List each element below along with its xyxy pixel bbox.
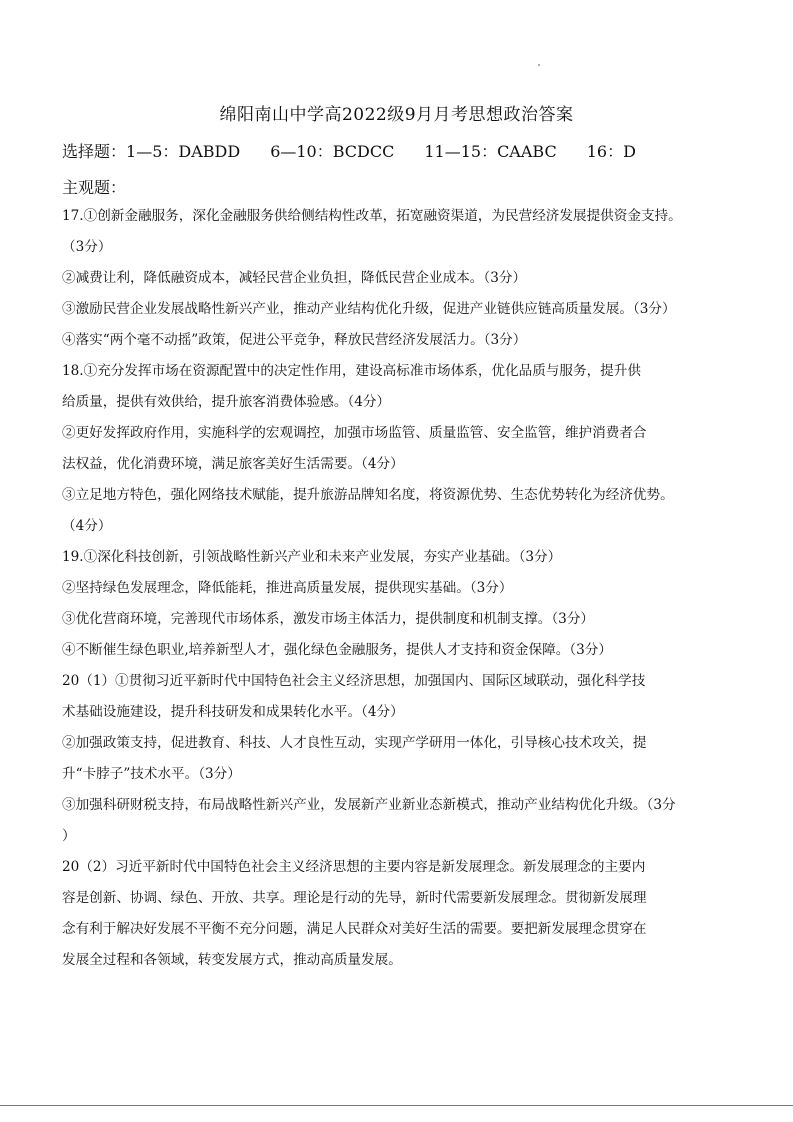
answer-line: ③优化营商环境，完善现代市场体系，激发市场主体活力，提供制度和机制支撑。（3分） xyxy=(62,611,595,627)
choice-group-1: 1—5：DABDD xyxy=(126,142,241,161)
answer-line: ②坚持绿色发展理念，降低能耗，推进高质量发展，提供现实基础。（3分） xyxy=(62,580,513,596)
answer-line: 20（1）①贯彻习近平新时代中国特色社会主义经济思想，加强国内、国际区域联动，强化科学技 xyxy=(62,673,646,689)
subjective-label: 主观题： xyxy=(62,178,127,197)
answer-line: 17.①创新金融服务，深化金融服务供给侧结构性改革，拓宽融资渠道，为民营经济发展提供资金支持。 xyxy=(62,208,682,224)
answer-line: （4分） xyxy=(62,518,112,534)
choice-group-2: 6—10：BCDCC xyxy=(270,142,395,161)
answer-line: 给质量，提供有效供给，提升旅客消费体验感。（4分） xyxy=(62,394,391,410)
choice-label: 选择题： xyxy=(62,142,127,161)
answer-line: ） xyxy=(62,828,76,844)
answer-line: ②更好发挥政府作用，实施科学的宏观调控，加强市场监管、质量监管、安全监管，维护消费者合 xyxy=(62,425,647,441)
page-title: 绵阳南山中学高2022级9月月考思想政治答案 xyxy=(219,105,574,125)
answer-line: 发展全过程和各领域，转变发展方式，推动高质量发展。 xyxy=(62,952,402,968)
choice-group-3: 11—15：CAABC xyxy=(424,142,557,161)
answer-line: 术基础设施建设，提升科技研发和成果转化水平。（4分） xyxy=(62,704,404,720)
choice-group-4: 16：D xyxy=(586,142,636,161)
answer-line: ②减费让利，降低融资成本，减轻民营企业负担，降低民营企业成本。（3分） xyxy=(62,270,527,286)
answer-line: （3分） xyxy=(62,239,112,255)
answer-line: ④不断催生绿色职业,培养新型人才，强化绿色金融服务，提供人才支持和资金保障。（3分） xyxy=(62,642,612,658)
answer-line: 升“卡脖子”技术水平。（3分） xyxy=(62,766,241,782)
answer-line: ③立足地方特色，强化网络技术赋能，提升旅游品牌知名度，将资源优势、生态优势转化为经济优势。 xyxy=(62,487,674,503)
answer-line: 容是创新、协调、绿色、开放、共享。理论是行动的先导，新时代需要新发展理念。贯彻新发展理 xyxy=(62,890,647,906)
answer-line: ③加强科研财税支持，布局战略性新兴产业，发展新产业新业态新模式，推动产业结构优化升级。（3分 xyxy=(62,797,676,813)
answer-line: ③激励民营企业发展战略性新兴产业，推动产业结构优化升级，促进产业链供应链高质量发展。（3分） xyxy=(62,301,676,317)
answer-line: 20（2）习近平新时代中国特色社会主义经济思想的主要内容是新发展理念。新发展理念的主要内 xyxy=(62,859,646,875)
multiple-choice-answers xyxy=(62,139,636,162)
answer-line: 18.①充分发挥市场在资源配置中的决定性作用，建设高标准市场体系，优化品质与服务，提升供 xyxy=(62,363,641,379)
answer-line: 19.①深化科技创新，引领战略性新兴产业和未来产业发展，夯实产业基础。（3分） xyxy=(62,549,562,565)
stray-dot xyxy=(538,64,540,66)
bottom-divider xyxy=(0,1105,793,1106)
answer-line: 法权益，优化消费环境，满足旅客美好生活需要。（4分） xyxy=(62,456,404,472)
answer-line: ④落实“两个毫不动摇”政策，促进公平竞争，释放民营经济发展活力。（3分） xyxy=(62,332,527,348)
answer-line: ②加强政策支持，促进教育、科技、人才良性互动，实现产学研用一体化，引导核心技术攻关，提 xyxy=(62,735,647,751)
subjective-answers xyxy=(62,201,742,976)
answer-line: 念有利于解决好发展不平衡不充分问题，满足人民群众对美好生活的需要。要把新发展理念贯穿在 xyxy=(62,921,647,937)
